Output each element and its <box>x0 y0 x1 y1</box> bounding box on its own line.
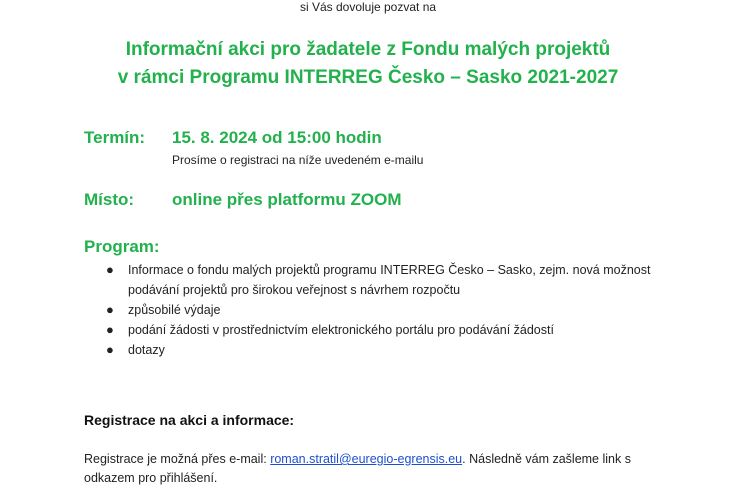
registration-email-link[interactable]: roman.stratil@euregio-egrensis.eu <box>270 452 463 466</box>
registration-text-before: Registrace je možná přes e-mail: <box>84 452 271 466</box>
intro-text: si Vás dovoluje pozvat na <box>299 0 437 14</box>
program-list <box>100 260 660 360</box>
list-item-text: dotazy <box>128 343 165 357</box>
bullet-icon: ● <box>106 342 114 357</box>
list-item-text: Informace o fondu malých projektů programu INTERREG Česko – Sasko, zejm. nová možnost podávání projektů pro širokou veřejnost s návrhem rozpočtu <box>128 263 651 297</box>
place-label: Místo: <box>84 190 135 209</box>
place-value: online přes platformu ZOOM <box>172 190 402 209</box>
list-item <box>100 300 660 320</box>
event-title <box>0 36 736 92</box>
date-note: Prosíme o registraci na níže uvedeném e-mailu <box>172 153 424 167</box>
bullet-icon: ● <box>106 322 114 337</box>
list-item-text: podání žádosti v prostřednictvím elektronického portálu pro podávání žádostí <box>128 323 554 337</box>
date-label: Termín: <box>84 128 146 147</box>
title-line-2: v rámci Programu INTERREG Česko – Sasko 2021-2027 <box>117 67 619 88</box>
registration-text <box>84 450 664 488</box>
registration-heading: Registrace na akci a informace: <box>84 412 295 428</box>
title-line-1: Informační akci pro žadatele z Fondu malých projektů <box>125 39 611 60</box>
list-item <box>100 340 660 360</box>
date-value: 15. 8. 2024 od 15:00 hodin <box>172 128 382 147</box>
bullet-icon: ● <box>106 262 114 277</box>
list-item <box>100 320 660 340</box>
bullet-icon: ● <box>106 302 114 317</box>
registration-text-after: . Následně vám zašleme link s odkazem pro přihlášení. <box>84 452 631 485</box>
program-label: Program: <box>84 237 160 256</box>
list-item <box>100 260 660 300</box>
list-item-text: způsobilé výdaje <box>128 303 221 317</box>
